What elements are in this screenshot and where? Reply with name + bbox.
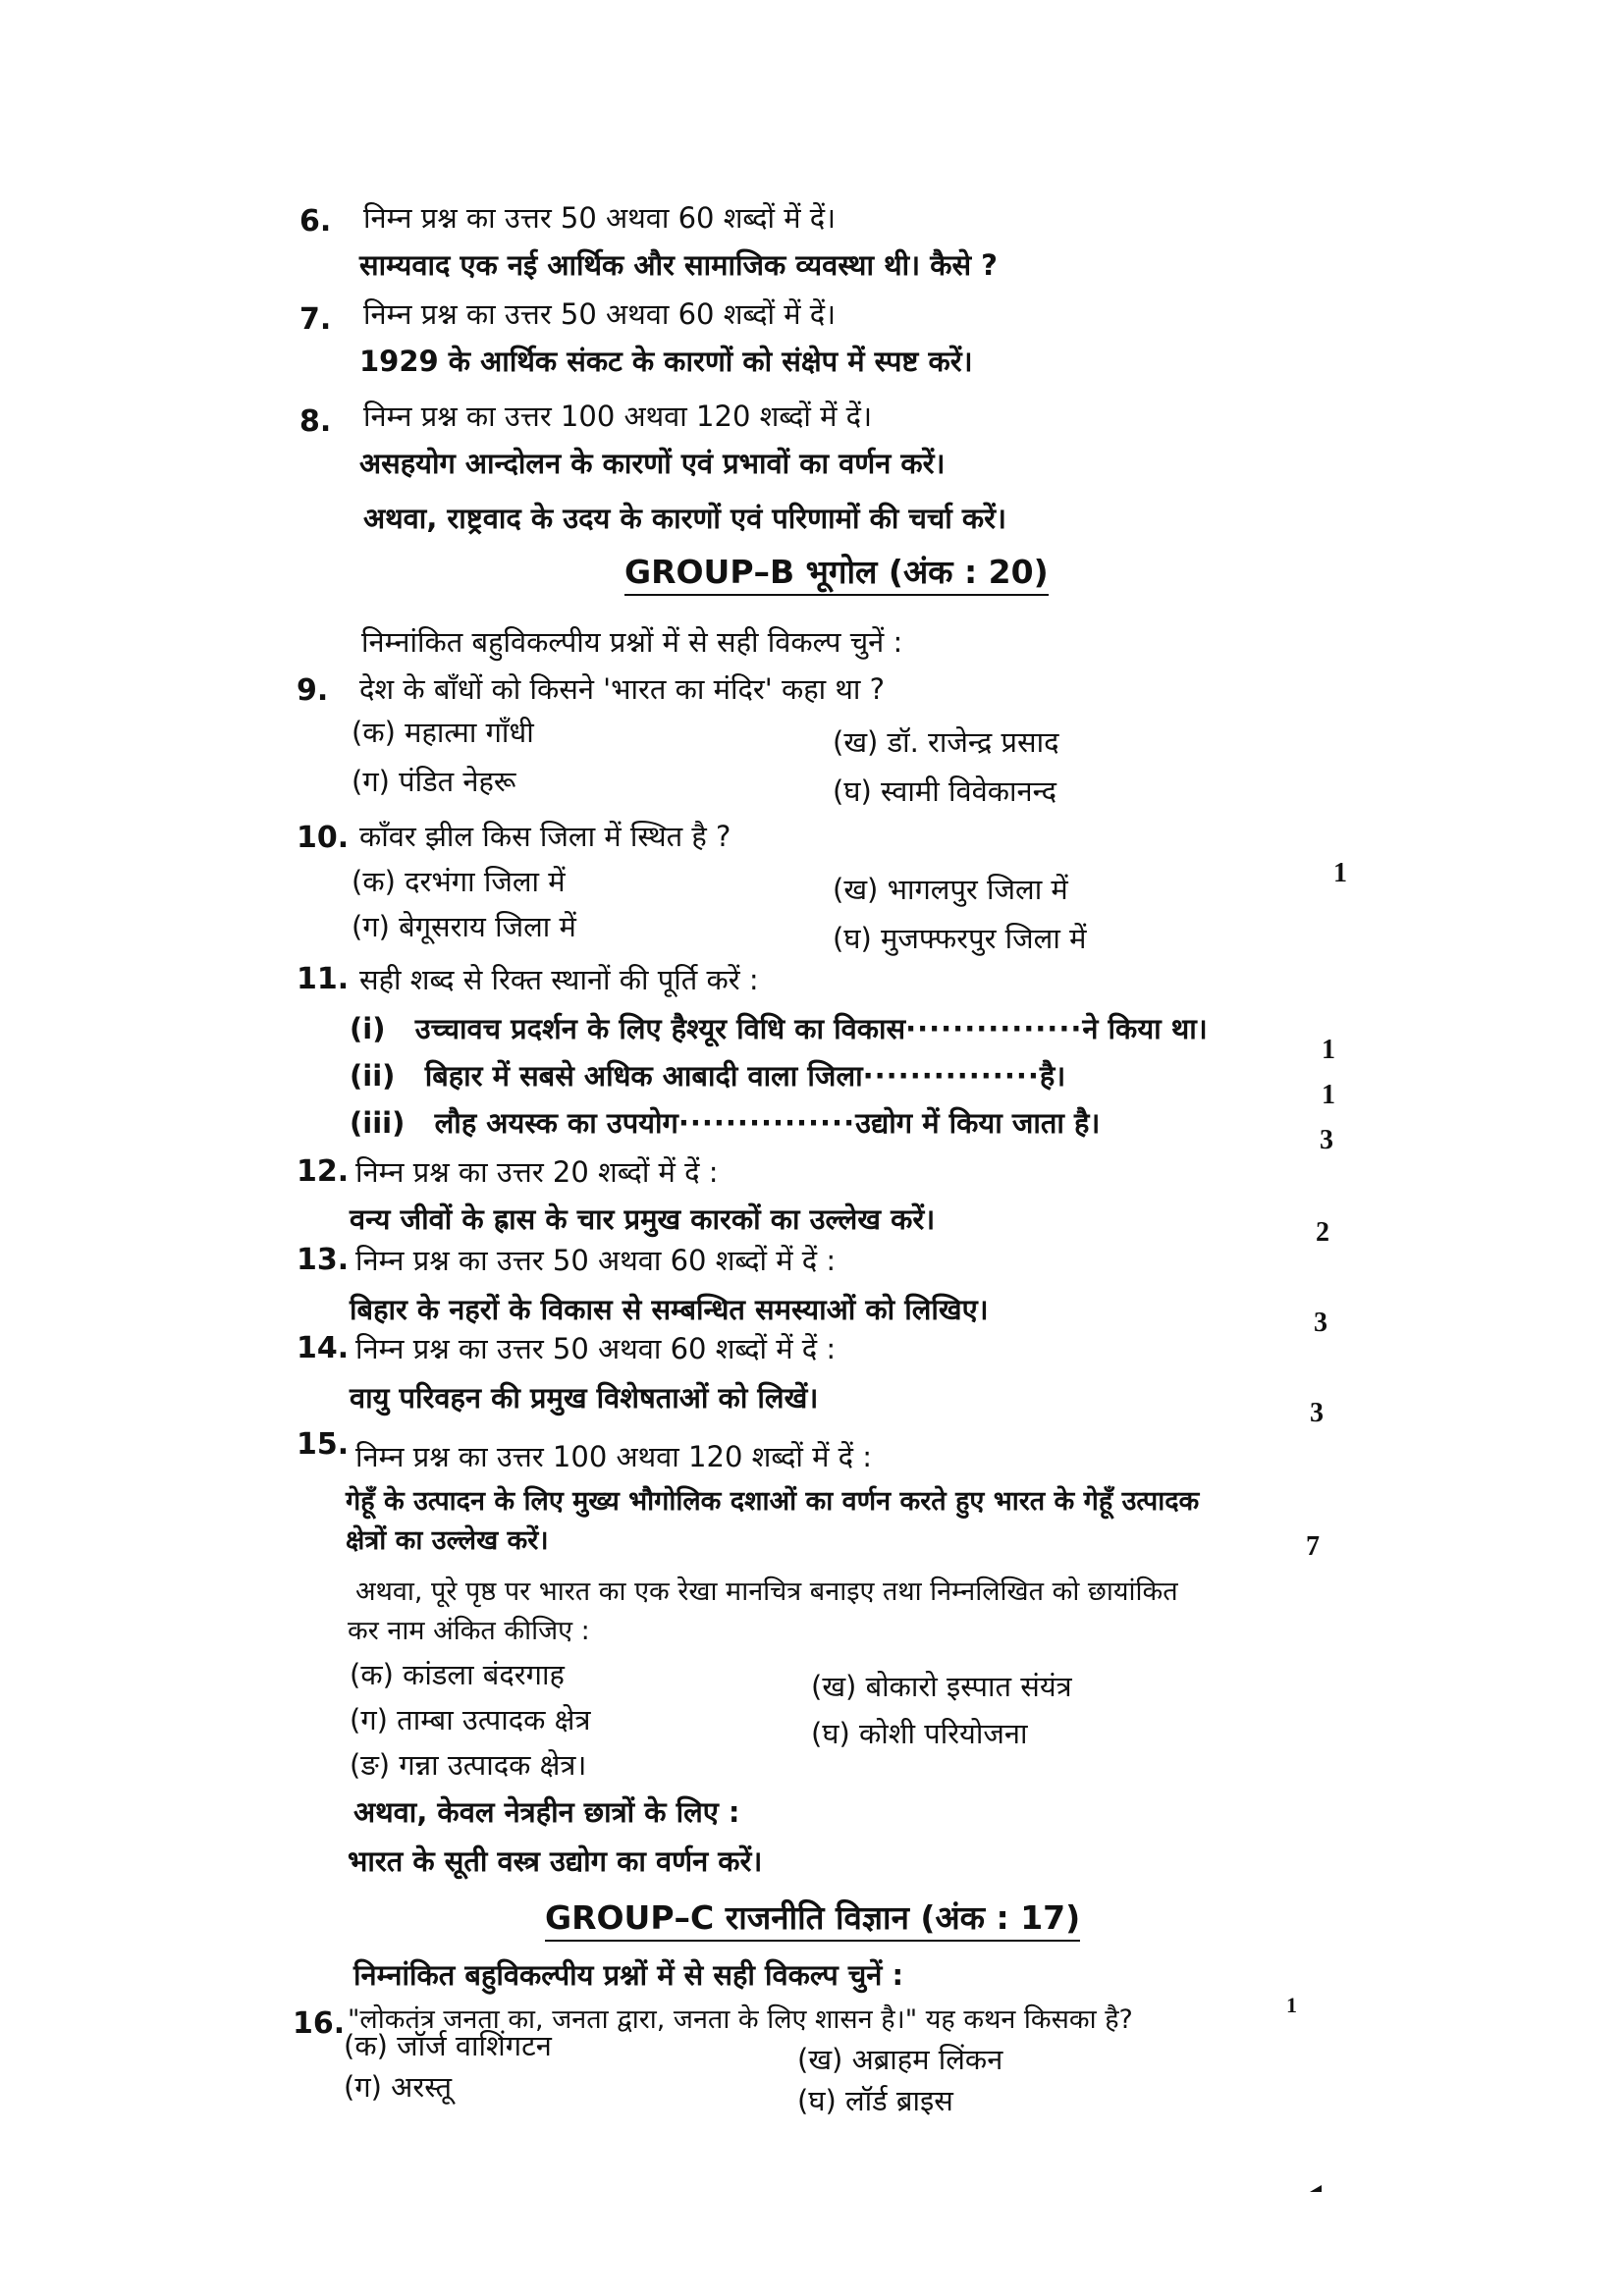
blank: ··············· — [862, 1059, 1040, 1093]
fill-blank-part — [350, 1011, 1208, 1046]
question-instruction: निम्न प्रश्न का उत्तर 20 शब्दों में दें : — [355, 1155, 719, 1189]
question-number: 11. — [297, 962, 350, 996]
question-number: 16. — [293, 2006, 346, 2041]
question-number: 12. — [297, 1154, 350, 1189]
question-instruction: निम्न प्रश्न का उत्तर 50 अथवा 60 शब्दों में दें : — [355, 1332, 837, 1365]
option: (ख) भागलपुर जिला में — [833, 873, 1068, 906]
section-instruction: निम्नांकित बहुविकल्पीय प्रश्नों में से सही विकल्प चुनें : — [361, 625, 903, 659]
part-text: बिहार में सबसे अधिक आबादी वाला जिला — [424, 1059, 863, 1093]
marks: 1 — [1286, 1993, 1297, 2017]
question-number: 9. — [297, 673, 329, 708]
question-text: देश के बाँधों को किसने 'भारत का मंदिर' कहा था ? — [359, 672, 886, 706]
question-alternative: अथवा, पूरे पृष्ठ पर भारत का एक रेखा मानचित्र बनाइए तथा निम्नलिखित को छायांकित — [355, 1576, 1178, 1607]
question-instruction: निम्न प्रश्न का उत्तर 100 अथवा 120 शब्दों में दें : — [355, 1440, 873, 1473]
marks: 7 — [1306, 1531, 1320, 1562]
question-text: 1929 के आर्थिक संकट के कारणों को संक्षेप में स्पष्ट करें। — [359, 345, 973, 378]
marks: 1 — [1322, 1080, 1335, 1110]
marks: 1 — [1333, 858, 1347, 888]
option: (घ) कोशी परियोजना — [811, 1717, 1028, 1750]
section-heading-group-b: GROUP–B भूगोल (अंक : 20) — [624, 553, 1049, 596]
question-instruction: निम्न प्रश्न का उत्तर 100 अथवा 120 शब्दों में दें। — [363, 400, 873, 433]
question-instruction: निम्न प्रश्न का उत्तर 50 अथवा 60 शब्दों में दें। — [363, 201, 837, 235]
part-label: (i) — [350, 1012, 386, 1045]
blank: ··············· — [905, 1012, 1083, 1045]
question-text: वायु परिवहन की प्रमुख विशेषताओं को लिखें। — [350, 1381, 819, 1415]
blank: ··············· — [677, 1106, 856, 1140]
part-text: लौह अयस्क का उपयोग — [434, 1106, 678, 1140]
question-number: 7. — [299, 302, 332, 337]
option: (घ) स्वामी विवेकानन्द — [833, 774, 1056, 808]
option: (क) जॉर्ज वाशिंगटन — [344, 2029, 552, 2062]
marks: 2 — [1316, 1217, 1329, 1248]
question-text: गेहूँ के उत्पादन के लिए मुख्य भौगोलिक दशाओं का वर्णन करते हुए भारत के गेहूँ उत्पादक — [346, 1486, 1200, 1517]
question-number: 10. — [297, 821, 350, 855]
question-number: 8. — [299, 404, 332, 439]
question-text: क्षेत्रों का उल्लेख करें। — [346, 1525, 549, 1556]
question-instruction: निम्न प्रश्न का उत्तर 50 अथवा 60 शब्दों में दें। — [363, 297, 837, 331]
part-label: (ii) — [350, 1059, 396, 1093]
question-text: काँवर झील किस जिला में स्थित है ? — [359, 820, 731, 853]
part-text: ने किया था। — [1082, 1012, 1208, 1045]
question-alternative: अथवा, केवल नेत्रहीन छात्रों के लिए : — [353, 1795, 740, 1829]
option: (ग) अरस्तू — [344, 2070, 453, 2104]
part-text: है। — [1039, 1059, 1066, 1093]
option: (ग) बेगूसराय जिला में — [352, 910, 576, 943]
question-text: बिहार के नहरों के विकास से सम्बन्धित समस्याओं को लिखिए। — [350, 1293, 989, 1326]
question-number: 6. — [299, 204, 332, 239]
marks: 3 — [1320, 1125, 1333, 1155]
option: (ख) बोकारो इस्पात संयंत्र — [811, 1670, 1072, 1703]
scan-mark — [1310, 2185, 1322, 2192]
option: (क) कांडला बंदरगाह — [350, 1658, 565, 1691]
option: (ख) अब्राहम लिंकन — [797, 2043, 1003, 2076]
question-instruction: निम्न प्रश्न का उत्तर 50 अथवा 60 शब्दों में दें : — [355, 1244, 837, 1277]
question-number: 13. — [297, 1243, 350, 1277]
option: (घ) मुजफ्फरपुर जिला में — [833, 922, 1087, 955]
fill-blank-part — [350, 1105, 1100, 1141]
option: (ख) डॉ. राजेन्द्र प्रसाद — [833, 725, 1059, 759]
question-number: 15. — [297, 1427, 350, 1462]
question-alternative: भारत के सूती वस्त्र उद्योग का वर्णन करें। — [348, 1844, 763, 1878]
question-alternative: कर नाम अंकित कीजिए : — [348, 1616, 590, 1646]
section-heading-group-c: GROUP–C राजनीति विज्ञान (अंक : 17) — [545, 1898, 1080, 1942]
part-text: उच्चावच प्रदर्शन के लिए हैश्यूर विधि का विकास — [414, 1012, 906, 1045]
option: (घ) लॉर्ड ब्राइस — [797, 2084, 953, 2117]
question-text: असहयोग आन्दोलन के कारणों एवं प्रभावों का वर्णन करें। — [359, 447, 946, 480]
option: (ग) ताम्बा उत्पादक क्षेत्र — [350, 1703, 591, 1736]
option: (क) दरभंगा जिला में — [352, 865, 566, 898]
question-text: "लोकतंत्र जनता का, जनता द्वारा, जनता के लिए शासन है।" यह कथन किसका है? — [348, 2004, 1133, 2035]
question-text: साम्यवाद एक नई आर्थिक और सामाजिक व्यवस्था थी। कैसे ? — [359, 248, 998, 282]
question-text: सही शब्द से रिक्त स्थानों की पूर्ति करें : — [359, 963, 759, 996]
option: (ङ) गन्ना उत्पादक क्षेत्र। — [350, 1748, 587, 1782]
question-text: वन्य जीवों के ह्रास के चार प्रमुख कारकों का उल्लेख करें। — [350, 1202, 936, 1236]
option: (क) महात्मा गाँधी — [352, 716, 534, 749]
marks: 1 — [1322, 1035, 1335, 1065]
question-alternative: अथवा, राष्ट्रवाद के उदय के कारणों एवं परिणामों की चर्चा करें। — [363, 502, 1007, 535]
option: (ग) पंडित नेहरू — [352, 765, 516, 798]
part-text: उद्योग में किया जाता है। — [855, 1106, 1101, 1140]
fill-blank-part — [350, 1058, 1065, 1094]
marks: 3 — [1310, 1398, 1324, 1428]
question-number: 14. — [297, 1331, 350, 1365]
part-label: (iii) — [350, 1106, 406, 1140]
marks: 3 — [1314, 1308, 1327, 1338]
section-instruction: निम्नांकित बहुविकल्पीय प्रश्नों में से सही विकल्प चुनें : — [353, 1958, 904, 1992]
